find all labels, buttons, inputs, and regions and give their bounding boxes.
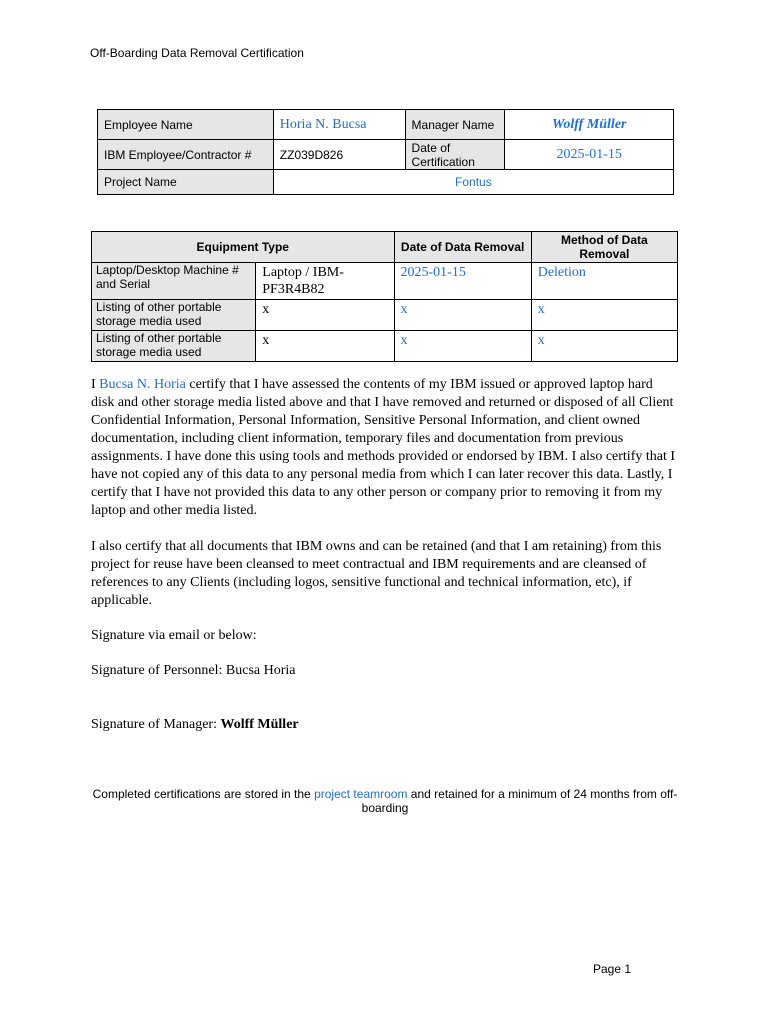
equipment-type-header: Equipment Type bbox=[92, 232, 395, 263]
table-row bbox=[92, 263, 678, 300]
employee-name-label: Employee Name bbox=[98, 110, 274, 140]
manager-signature-value[interactable]: Wolff Müller bbox=[220, 717, 299, 732]
employee-name-value[interactable]: Horia N. Bucsa bbox=[273, 110, 405, 140]
note-prefix: Completed certifications are stored in the bbox=[92, 787, 315, 801]
removal-method-header: Method of Data Removal bbox=[531, 232, 677, 263]
certifier-name[interactable]: Bucsa N. Horia bbox=[99, 377, 186, 392]
personnel-signature-value[interactable]: Bucsa Horia bbox=[225, 663, 296, 678]
teamroom-link[interactable]: project teamroom bbox=[314, 787, 408, 801]
employee-id-label: IBM Employee/Contractor # bbox=[98, 140, 274, 170]
certification-paragraph bbox=[91, 376, 679, 520]
project-name-value[interactable]: Fontus bbox=[273, 170, 673, 195]
removal-method-value[interactable]: x bbox=[531, 331, 677, 362]
project-name-label: Project Name bbox=[98, 170, 274, 195]
equipment-type-value[interactable]: x bbox=[256, 331, 394, 362]
employee-id-value[interactable]: ZZ039D826 bbox=[273, 140, 405, 170]
removal-date-header: Date of Data Removal bbox=[394, 232, 531, 263]
cert-prefix: I bbox=[91, 377, 100, 392]
equipment-type-label: Laptop/Desktop Machine # and Serial bbox=[92, 263, 256, 300]
reuse-paragraph: I also certify that all documents that IBM owns and can be retained (and that I am retaining) from this project for reuse have been cleansed to meet contractual and IBM requirements and are cleansed of references to any Clients (including logos, sensitive functional and technical information, etc), if applicable. bbox=[91, 539, 662, 608]
cert-date-label: Date of Certification bbox=[405, 140, 505, 170]
table-row bbox=[92, 331, 678, 362]
equipment-type-label: Listing of other portable storage media used bbox=[92, 331, 256, 362]
equipment-type-value[interactable]: Laptop / IBM-PF3R4B82 bbox=[256, 263, 394, 300]
personnel-signature bbox=[91, 662, 679, 680]
manager-name-label: Manager Name bbox=[405, 110, 505, 140]
signature-prompt: Signature via email or below: bbox=[91, 628, 257, 643]
storage-note bbox=[91, 787, 679, 815]
manager-name-value[interactable]: Wolff Müller bbox=[505, 110, 674, 140]
equipment-table bbox=[91, 231, 678, 362]
removal-date-value[interactable]: 2025-01-15 bbox=[394, 263, 531, 300]
equipment-type-value[interactable]: x bbox=[256, 300, 394, 331]
removal-date-value[interactable]: x bbox=[394, 300, 531, 331]
cert-date-value[interactable]: 2025-01-15 bbox=[505, 140, 674, 170]
employee-info-table bbox=[97, 109, 674, 195]
page-number: Page 1 bbox=[593, 962, 632, 976]
table-row bbox=[92, 300, 678, 331]
manager-signature-label: Signature of Manager: bbox=[91, 717, 221, 732]
removal-method-value[interactable]: Deletion bbox=[531, 263, 677, 300]
personnel-signature-label: Signature of Personnel: bbox=[91, 663, 226, 678]
manager-signature bbox=[91, 716, 679, 734]
equipment-type-label: Listing of other portable storage media used bbox=[92, 300, 256, 331]
removal-date-value[interactable]: x bbox=[394, 331, 531, 362]
note-suffix: and retained for a minimum of 24 months from off-boarding bbox=[361, 787, 678, 815]
document-header: Off-Boarding Data Removal Certification bbox=[90, 46, 304, 60]
removal-method-value[interactable]: x bbox=[531, 300, 677, 331]
cert-text: certify that I have assessed the contents of my IBM issued or approved laptop hard disk and other storage media listed above and that I have removed and returned or disposed of all Client Confidential Information, Personal Information, Sensitive Personal Information, and client owned documentation, including client information, temporary files and documentation from previous assignments. I have done this using tools and methods provided or endorsed by IBM. I also certify that I have not copied any of this data to any personal media from which I can later recover this data. Lastly, I certify that I have not provided this data to any other person or company prior to removing it from my laptop and other media listed. bbox=[91, 377, 676, 518]
